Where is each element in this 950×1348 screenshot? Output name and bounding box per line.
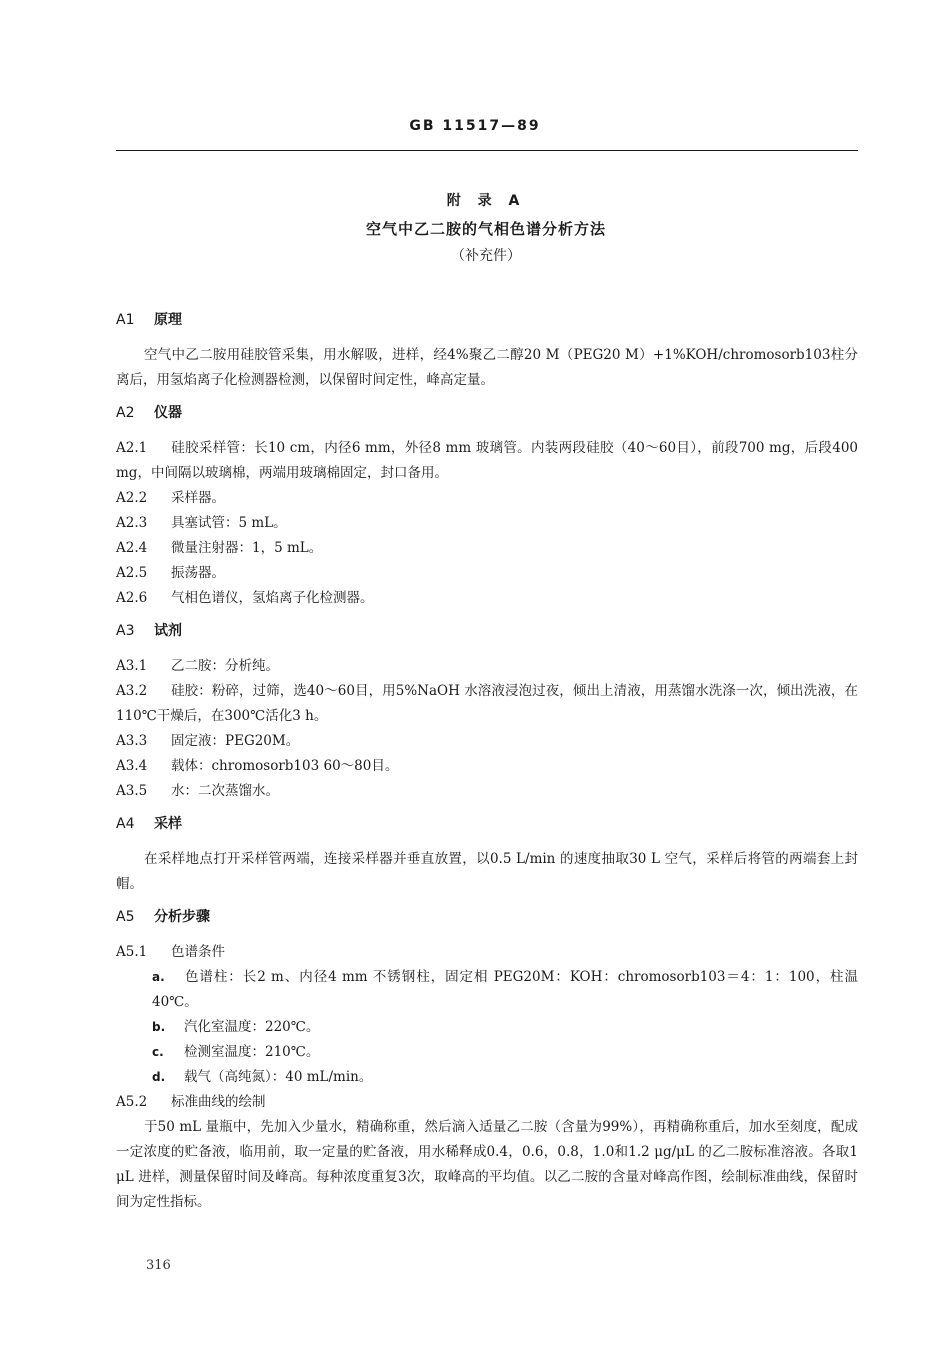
list-item: A3.1 乙二胺：分析纯。 — [116, 658, 279, 674]
section-title: 仪器 — [154, 405, 182, 421]
appendix-subtitle: （补充件） — [451, 248, 521, 264]
subsection-a5-1-heading: A5.1 色谱条件 — [116, 944, 225, 960]
list-item: A2.3 具塞试管：5 mL。 — [116, 515, 287, 531]
condition-item: d. 载气（高纯氮）：40 mL/min。 — [152, 1069, 373, 1085]
list-item: A2.1 硅胶采样管：长10 cm，内径6 mm，外径8 mm 玻璃管。内装两段硅胶（40～60目），前段700 mg，后段400 mg，中间隔以玻璃棉，两端用玻璃棉固定，封口备用。 — [116, 440, 858, 481]
condition-item: c. 检测室温度：210℃。 — [152, 1044, 320, 1060]
document-body — [116, 300, 858, 1215]
condition-item: a. 色谱柱：长2 m、内径4 mm 不锈钢柱，固定相 PEG20M：KOH：chromosorb103＝4：1：100，柱温40℃。 — [152, 969, 858, 1010]
subsection-a5-2-text: 于50 mL 量瓶中，先加入少量水，精确称重，然后滴入适量乙二胺（含量为99%），再精确称重后，加水至刻度，配成一定浓度的贮备液，临用前，取一定量的贮备液，用水稀释成0.4，0.6，0.8，1.0和1.2 μg/μL 的乙二胺标准溶液。各取1 μL 进样，测量保留时间及峰高。每种浓度重复3次，取峰高的平均值。以乙二胺的含量对峰高作图，绘制标准曲线，保留时间为定性指标。 — [116, 1119, 858, 1210]
section-a1-heading — [116, 308, 858, 333]
list-item: A3.2 硅胶：粉碎，过筛，选40～60目，用5%NaOH 水溶液浸泡过夜，倾出上清液，用蒸馏水洗涤一次，倾出洗液，在110℃干燥后，在300℃活化3 h。 — [116, 683, 858, 724]
section-number: A2 — [116, 405, 135, 421]
list-item: A2.4 微量注射器：1，5 mL。 — [116, 540, 323, 556]
header-rule — [116, 150, 858, 151]
list-item: A2.6 气相色谱仪，氢焰离子化检测器。 — [116, 590, 374, 606]
list-item: A2.2 采样器。 — [116, 490, 225, 506]
section-title: 分析步骤 — [154, 909, 210, 925]
subsection-a5-2-heading: A5.2 标准曲线的绘制 — [116, 1094, 266, 1110]
section-title: 采样 — [154, 816, 182, 832]
section-number: A1 — [116, 312, 135, 328]
condition-item: b. 汽化室温度：220℃。 — [152, 1019, 320, 1035]
list-item: A3.3 固定液：PEG20M。 — [116, 733, 300, 749]
section-number: A3 — [116, 623, 135, 639]
appendix-title: 空气中乙二胺的气相色谱分析方法 — [365, 220, 606, 238]
section-a2-heading — [116, 401, 858, 426]
section-a4-text: 在采样地点打开采样管两端，连接采样器并垂直放置，以0.5 L/min 的速度抽取30 L 空气，采样后将管的两端套上封帽。 — [116, 851, 858, 892]
section-a4-heading — [116, 812, 858, 837]
section-title: 原理 — [154, 312, 182, 328]
list-item: A2.5 振荡器。 — [116, 565, 225, 581]
section-title: 试剂 — [154, 623, 182, 639]
appendix-label: 附 录 A — [446, 193, 526, 209]
section-number: A4 — [116, 816, 135, 832]
standard-header: GB 11517—89 — [409, 118, 541, 134]
section-a5-heading — [116, 905, 858, 930]
section-a1-text: 空气中乙二胺用硅胶管采集，用水解吸，进样，经4%聚乙二醇20 M（PEG20 M）+1%KOH/chromosorb103柱分离后，用氢焰离子化检测器检测，以保留时间定性，峰高定量。 — [116, 347, 858, 388]
section-number: A5 — [116, 909, 135, 925]
page-number: 316 — [146, 1258, 171, 1273]
list-item: A3.5 水：二次蒸馏水。 — [116, 783, 279, 799]
section-a3-heading — [116, 619, 858, 644]
list-item: A3.4 载体：chromosorb103 60～80目。 — [116, 758, 399, 774]
